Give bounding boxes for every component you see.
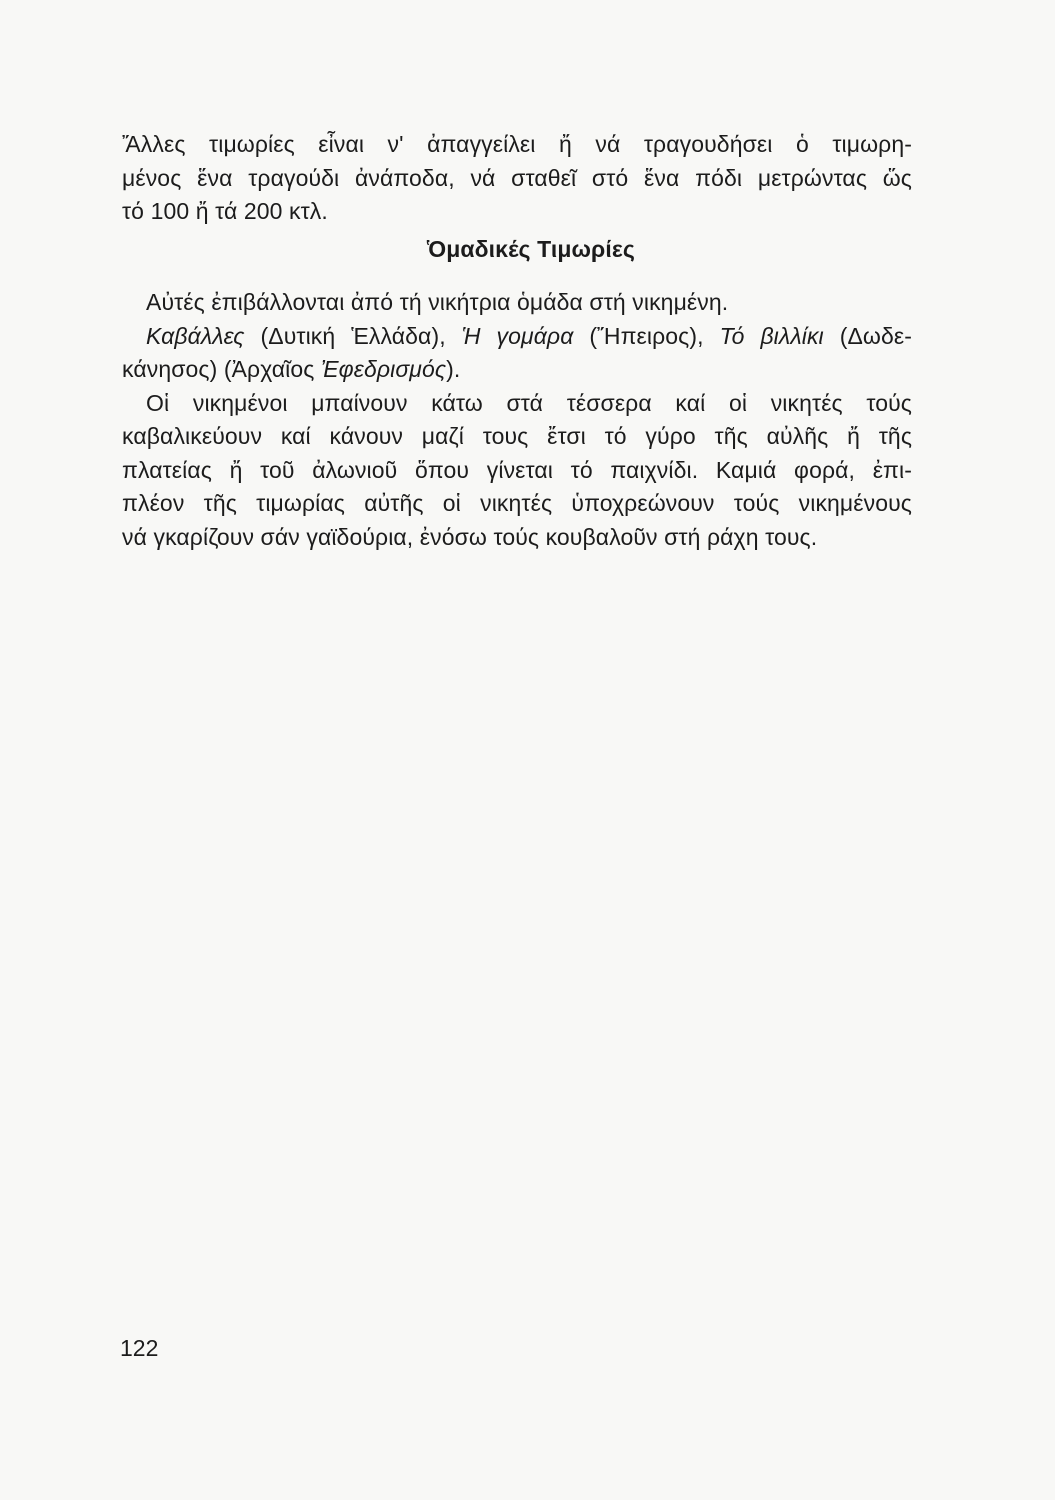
intro-line-1: Ἄλλες τιμωρίες εἶναι ν' ἀπαγγείλει ἤ νά τραγουδήσει ὁ τιμωρη-	[122, 131, 912, 157]
names-segment: (Ἤπειρος),	[573, 322, 720, 349]
intro-line-3: τό 100 ἤ τά 200 κτλ.	[122, 198, 328, 224]
names-line-1	[122, 320, 912, 354]
names-segment: ).	[446, 356, 461, 382]
body-line-4: πλέον τῆς τιμωρίας αὐτῆς οἱ νικητές ὑποχρεώνουν τούς νικημένους	[122, 490, 912, 516]
names-segment: κάνησος) (Ἀρχαῖος	[122, 356, 321, 382]
names-segment: (Δωδε-	[823, 322, 912, 349]
body-line-2: καβαλικεύουν καί κάνουν μαζί τους ἔτσι τό γύρο τῆς αὐλῆς ἤ τῆς	[122, 423, 912, 449]
section-heading: Ὁμαδικές Τιμωρίες	[427, 235, 635, 262]
page-text	[122, 128, 912, 554]
body-line-3: πλατείας ἤ τοῦ ἀλωνιοῦ ὅπου γίνεται τό παιχνίδι. Καμιά φορά, ἐπι-	[122, 456, 912, 483]
page-number: 122	[120, 1335, 159, 1361]
body-line-1: Οἱ νικημένοι μπαίνουν κάτω στά τέσσερα καί οἱ νικητές τούς	[146, 389, 912, 416]
body-line-5: νά γκαρίζουν σάν γαϊδούρια, ἐνόσω τούς κουβαλοῦν στή ράχη τους.	[122, 523, 818, 550]
description-line: Αὐτές ἐπιβάλλονται ἀπό τή νικήτρια ὁμάδα στή νικημένη.	[146, 289, 729, 315]
intro-line-2: μένος ἕνα τραγούδι ἀνάποδα, νά σταθεῖ στό ἕνα πόδι μετρώντας ὥς	[122, 164, 912, 191]
names-segment: (Δυτική Ἑλλάδα),	[244, 322, 462, 349]
names-segment: Ἡ γομάρα	[461, 322, 574, 349]
names-line-2	[122, 353, 912, 387]
names-segment: Καβάλλες	[146, 322, 245, 349]
names-segment: Ἐφεδρισμός	[320, 356, 447, 382]
names-segment: Τό βιλλίκι	[719, 322, 824, 349]
